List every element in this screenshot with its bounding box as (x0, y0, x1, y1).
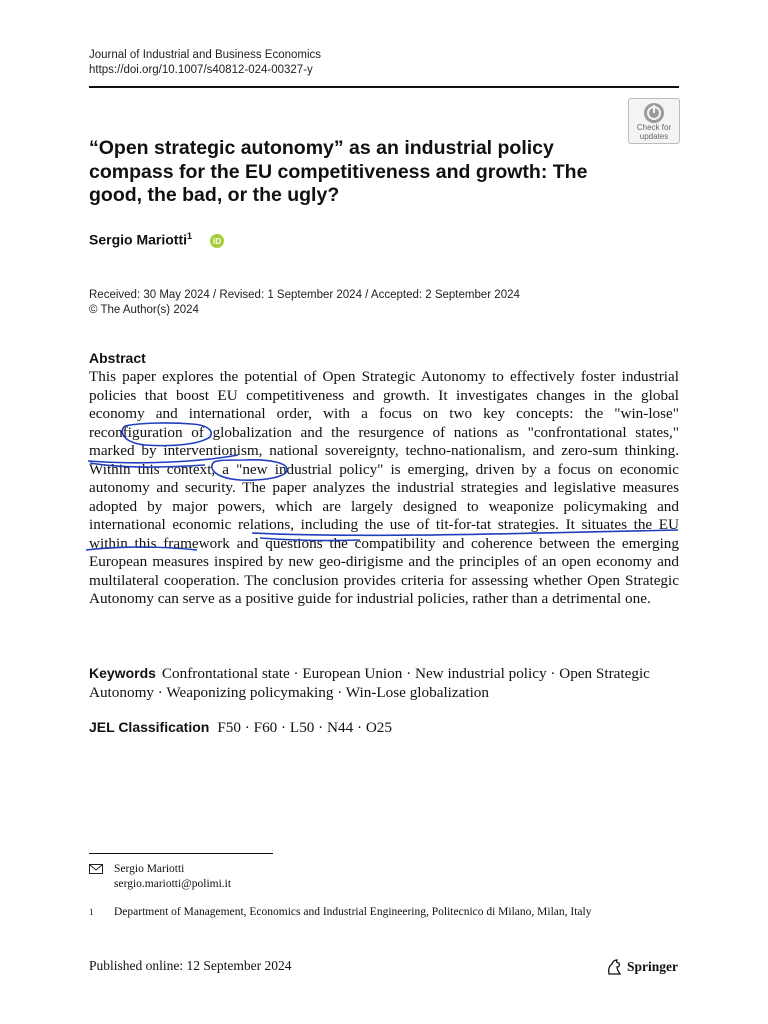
abstract-heading: Abstract (89, 350, 146, 366)
affiliation-text: Department of Management, Economics and Industrial Engineering, Politecnico di Milano, Milan, Italy (114, 906, 592, 918)
publisher-name: Springer (627, 959, 679, 974)
correspondence-name: Sergio Mariotti (114, 863, 185, 875)
jel-codes: F50 · F60 · L50 · N44 · O25 (217, 719, 392, 736)
keywords-label: Keywords (89, 665, 156, 681)
footnote-rule (89, 853, 273, 854)
keywords-text: Confrontational state · European Union · New industrial policy · Open Strategic Autonomy · Weaponizing policymaking · Win-Lose globalization (89, 665, 650, 701)
doi-link[interactable]: https://doi.org/10.1007/s40812-024-00327-y (89, 64, 313, 76)
springer-logo (605, 958, 678, 976)
jel-classification (89, 719, 392, 737)
check-for-updates-button[interactable] (628, 98, 680, 144)
jel-label: JEL Classification (89, 719, 210, 735)
author-affiliation-marker: 1 (187, 231, 193, 241)
publication-history (89, 288, 520, 318)
published-online: Published online: 12 September 2024 (89, 958, 292, 973)
author-line (89, 231, 192, 248)
springer-horse-icon (605, 958, 623, 976)
header-rule (89, 86, 679, 88)
check-updates-line2: updates (639, 131, 669, 141)
abstract-text: This paper explores the potential of Open Strategic Autonomy to effectively foster industrial policies that boost EU competitiveness and growth. It investigates changes in the global economy and international order, with a focus on two key concepts: the "win-lose" reconfiguration of globalization and the resurgence of nations as "confrontational states," marked by interventionism, national sovereignty, techno-nationalism, and zero-sum thinking. Within this context, a "new industrial policy" is emerging, driven by a focus on economic autonomy and security. The paper analyzes the industrial strategies and legislative measures adopted by major powers, which are largely designed to weaponize policymaking and international economic relations, including the use of tit-for-tat strategies. It situates the EU within this framework and questions the compatibility and coherence between the emerging European measures inspired by new geo-dirigisme and the principles of an open economy and multilateral cooperation. The conclusion provides criteria for assessing whether Open Strategic Autonomy can serve as a positive guide for industrial policies, rather than a detrimental one. (89, 368, 679, 607)
history-dates: Received: 30 May 2024 / Revised: 1 September 2024 / Accepted: 2 September 2024 (89, 289, 520, 301)
journal-header (89, 48, 321, 78)
copyright-line: © The Author(s) 2024 (89, 304, 199, 316)
check-updates-icon (643, 102, 665, 124)
keywords (89, 664, 679, 702)
envelope-icon (89, 864, 103, 874)
check-updates-line1: Check for (636, 123, 672, 132)
paper-title: “Open strategic autonomy” as an industrial policy compass for the EU competitiveness and growth: The good, the bad, or the ugly? (89, 137, 588, 206)
orcid-icon[interactable]: iD (210, 234, 224, 248)
journal-name: Journal of Industrial and Business Economics (89, 49, 322, 61)
author-name[interactable]: Sergio Mariotti (89, 231, 188, 248)
correspondence-email[interactable]: sergio.mariotti@polimi.it (114, 878, 232, 890)
affiliation-number: 1 (89, 907, 94, 917)
